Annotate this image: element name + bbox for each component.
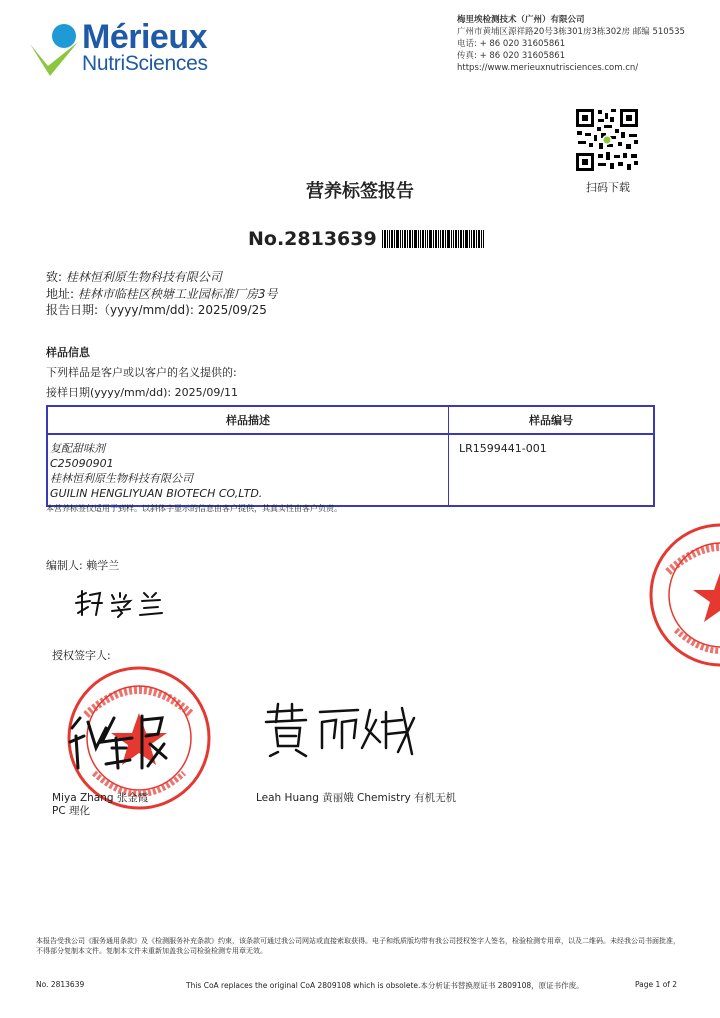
signer2-name: Leah Huang 黄丽娥 Chemistry 有机无机 <box>256 792 457 804</box>
column-header-code: 样品编号 <box>449 406 655 434</box>
brand-subname: NutriSciences <box>82 52 208 75</box>
sample-note: 本营养标签仅适用于到样。以斜体字显示的信息由客户提供，其真实性由客户负责。 <box>46 504 342 513</box>
company-name: 梅里埃检测技术（广州）有限公司 <box>457 15 585 25</box>
address-value: 桂林市临桂区秧塘工业园标准厂房3号 <box>77 287 278 301</box>
sample-company-en: GUILIN HENGLIYUAN BIOTECH CO,LTD. <box>50 487 263 500</box>
company-info <box>457 14 685 74</box>
company-phone: 电话: + 86 020 31605861 <box>457 39 566 49</box>
signer1-name: Miya Zhang 张金霞 <box>52 792 149 804</box>
report-title: 营养标签报告 <box>306 181 414 202</box>
editor-signature-icon <box>70 585 170 625</box>
table-row <box>47 434 654 506</box>
report-number: No.2813639 <box>248 228 377 250</box>
to-line <box>46 268 222 285</box>
company-website[interactable]: https://www.merieuxnutrisciences.com.cn/ <box>457 63 639 73</box>
qr-code-icon[interactable] <box>574 107 640 173</box>
page-indicator: Page 1 of 2 <box>635 980 678 989</box>
sample-company-cn: 桂林恒利原生物科技有限公司 <box>50 472 193 485</box>
signer1-dept: PC 理化 <box>52 805 91 817</box>
company-address: 广州市黄埔区源祥路20号3栋301房3栋302房 邮编 510535 <box>457 27 685 37</box>
sample-table <box>46 405 655 507</box>
company-fax: 传真: + 86 020 31605861 <box>457 51 566 61</box>
to-label: 致: <box>46 270 63 284</box>
sample-description <box>47 434 449 506</box>
sample-name: 复配甜味剂 <box>50 442 105 455</box>
editor-label: 编制人: 赖学兰 <box>46 559 120 572</box>
qr-label: 扫码下载 <box>586 181 630 194</box>
column-header-description: 样品描述 <box>47 406 449 434</box>
barcode-icon <box>382 230 484 248</box>
merieux-logo-icon <box>28 22 80 80</box>
sample-batch: C25090901 <box>50 457 114 470</box>
receive-date: 接样日期(yyyy/mm/dd): 2025/09/11 <box>46 386 239 399</box>
sample-code: LR1599441-001 <box>459 442 547 455</box>
sample-intro: 下列样品是客户或以客户的名义提供的: <box>46 366 237 379</box>
to-value: 桂林恒利原生物科技有限公司 <box>65 270 222 284</box>
signer2-signature-icon <box>262 698 422 758</box>
report-date: 报告日期:（yyyy/mm/dd): 2025/09/25 <box>46 303 267 317</box>
terms-text: 本报告受我公司《服务通用条款》及《检测服务补充条款》约束，该条款可通过我公司网站或直接索取获得。电子和纸质版均带有我公司授权签字人签名，检验检测专用章，以及二维码。未经我公司书面批准，不得部分复制本文件。复制本文件未重新加盖我公司检验检测专用章无效。 <box>36 937 680 955</box>
company-stamp-icon <box>648 522 720 668</box>
sample-info-title: 样品信息 <box>46 346 90 359</box>
footer-replacement-note: This CoA replaces the original CoA 2809108 which is obsolete.本分析证书替换原证书 2809108，原证书作废。 <box>186 981 584 990</box>
footer-report-number: No. 2813639 <box>36 980 85 989</box>
signer1-signature-icon <box>66 708 176 778</box>
authorized-label: 授权签字人: <box>52 649 111 662</box>
brand-name: Mérieux <box>82 18 207 56</box>
address-line <box>46 285 278 302</box>
address-label: 地址: <box>46 287 75 301</box>
